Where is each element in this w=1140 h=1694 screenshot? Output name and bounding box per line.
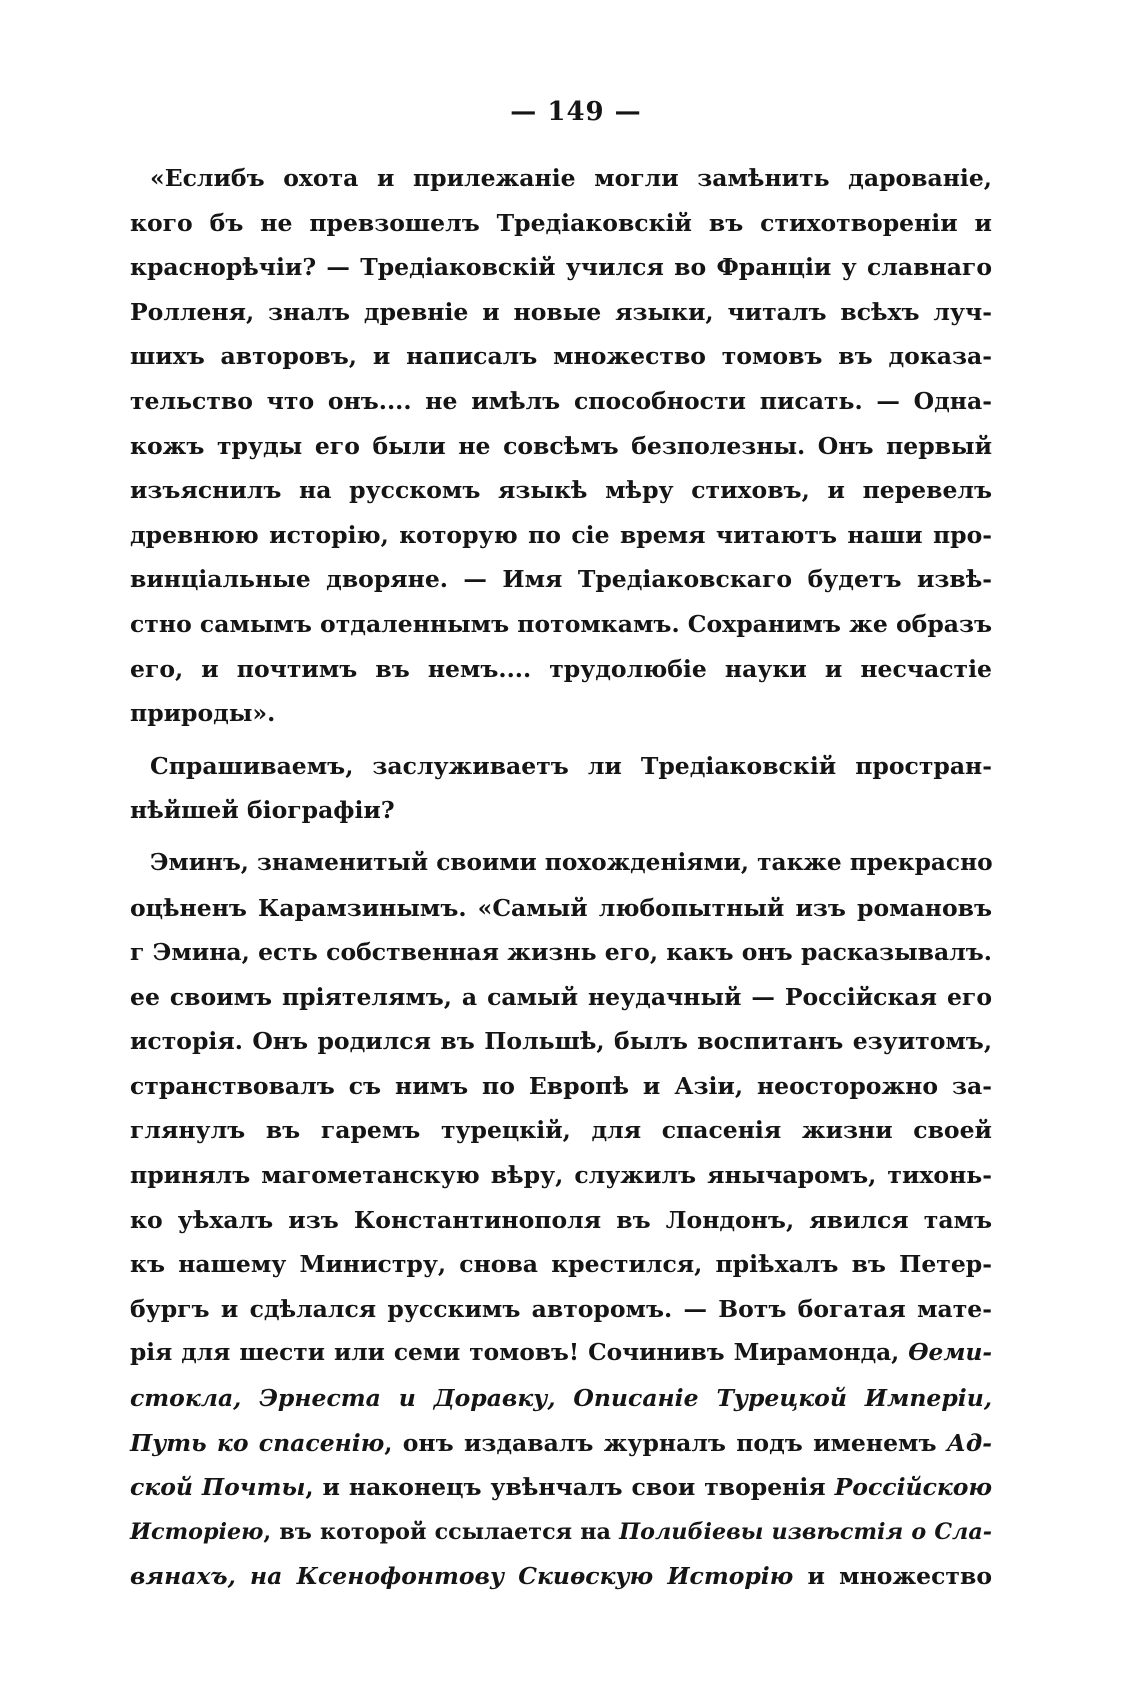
text-line: нѣйшей біографіи? [130,796,395,825]
italic-title: Исторіею [130,1518,264,1545]
book-page [130,92,992,1599]
text-line [130,1510,992,1555]
text-span: , и наконецъ увѣнчалъ свои творенія [305,1473,835,1502]
paragraph-karamzin-quote-trediakovsky [130,156,992,736]
text-line: Спрашиваемъ, заслуживаетъ ли Тредіаковскій простран- [150,751,992,780]
italic-title: Ѳеми- [908,1339,992,1367]
text-line: природы». [130,699,276,728]
text-line: «Еслибъ охота и прилежаніе могли замѣнить дарованіе, [150,164,992,192]
text-line: винціальные дворяне. — Имя Тредіаковскаго будетъ извѣ- [130,565,992,594]
text-line: г Эмина, есть собственная жизнь его, какъ онъ расказывалъ. [130,938,992,967]
text-span: , въ которой ссылается на [263,1518,620,1545]
text-line: принялъ магометанскую вѣру, служилъ янычаромъ, тихонь- [130,1161,992,1190]
text-line [130,1554,992,1599]
text-line: тельство что онъ.... не имѣлъ способности писать. — Одна- [130,386,992,415]
text-line: краснорѣчіи? — Тредіаковскій учился во Франціи у славнаго [130,253,992,282]
paragraph-question [130,744,992,833]
text-line-italic: стокла, Эрнеста и Доравку, Описаніе Турецкой Имперіи, [130,1384,992,1413]
text-line [130,1331,992,1376]
text-line [130,1421,992,1466]
italic-title: Ад- [946,1428,993,1457]
text-span: и множество [793,1562,992,1591]
text-line: Эминъ, знаменитый своими похожденіями, также прекрасно [150,848,993,876]
italic-title: ской Почты [130,1473,306,1502]
italic-title: Россійскою [834,1473,993,1502]
text-line: оцѣненъ Карамзинымъ. «Самый любопытный изъ романовъ [130,893,992,922]
text-line: къ нашему Министру, снова крестился, пріѣхалъ въ Петер- [130,1250,992,1279]
text-line: древнюю исторію, которую по сіе время читаютъ наши про- [130,520,992,549]
italic-title: вянахъ, на Ксенофонтову Скиѳскую Исторію [130,1562,794,1591]
text-line: ее своимъ пріятелямъ, а самый неудачный — Россійская его [130,982,992,1011]
text-line: Ролленя, зналъ древніе и новые языки, читалъ всѣхъ луч- [130,297,992,326]
text-line [130,1465,992,1510]
text-line: кого бъ не превзошелъ Тредіаковскій въ стихотвореніи и [130,208,992,237]
text-span: рія для шести или семи томовъ! Сочинивъ Мирамонда, [130,1339,909,1367]
text-line: исторія. Онъ родился въ Польшѣ, былъ воспитанъ езуитомъ, [130,1027,992,1056]
page-number: — 149 — [510,97,642,127]
text-span: , онъ издавалъ журналъ подъ именемъ [384,1428,947,1457]
text-line: странствовалъ съ нимъ по Европѣ и Азіи, неосторожно за- [130,1071,992,1100]
text-line: кожъ труды его были не совсѣмъ безполезны. Онъ первый [130,431,992,460]
text-line: его, и почтимъ въ немъ.... трудолюбіе науки и несчастіе [130,654,992,683]
italic-title: Полибіевы извѣстія о Сла- [619,1518,992,1545]
text-line: ко уѣхалъ изъ Константинополя въ Лондонъ, явился тамъ [130,1205,992,1234]
text-line: изъяснилъ на русскомъ языкѣ мѣру стиховъ, и перевелъ [130,476,992,505]
text-line: бургъ и сдѣлался русскимъ авторомъ. — Вотъ богатая мате- [130,1294,992,1323]
text-line: шихъ авторовъ, и написалъ множество томовъ въ доказа- [130,342,992,371]
text-line: стно самымъ отдаленнымъ потомкамъ. Сохранимъ же образъ [130,609,992,638]
paragraph-emin [130,841,992,1599]
italic-title: Путь ко спасенію [130,1428,385,1457]
text-line: глянулъ въ гаремъ турецкій, для спасенія жизни своей [130,1116,992,1145]
